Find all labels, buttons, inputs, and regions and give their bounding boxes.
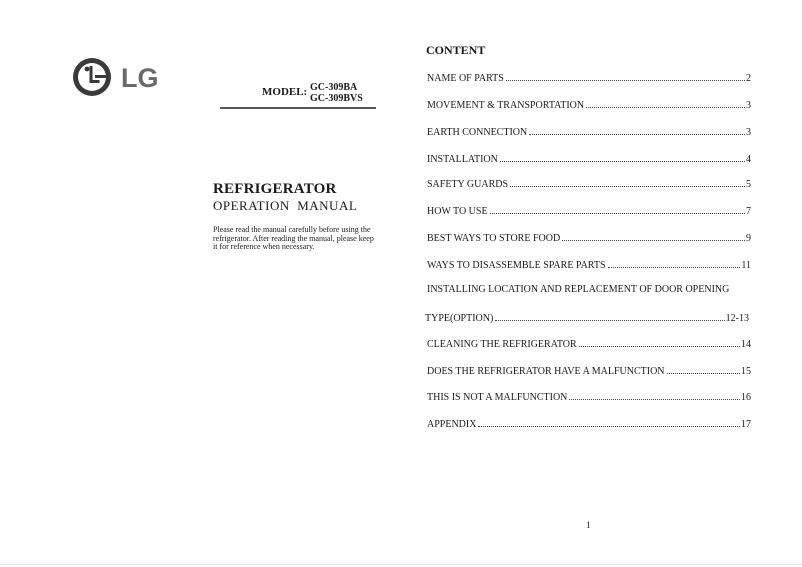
model-divider <box>220 107 376 109</box>
read-manual-note: Please read the manual carefully before using the refrigerator. After reading the manual, please keep it for reference when necessary. <box>213 225 374 252</box>
toc-item-page: 5 <box>746 179 751 190</box>
toc-item-label: APPENDIX <box>427 419 477 430</box>
toc-leader <box>478 425 740 427</box>
contents-heading: CONTENT <box>426 43 486 57</box>
toc-item[interactable] <box>427 363 751 377</box>
toc-item-label: DOES THE REFRIGERATOR HAVE A MALFUNCTION <box>427 366 665 377</box>
toc-leader <box>495 319 724 321</box>
toc-item-page: 4 <box>746 154 751 165</box>
toc-item[interactable] <box>427 257 751 271</box>
toc-item[interactable] <box>427 416 751 430</box>
toc-item-label: HOW TO USE <box>427 206 488 217</box>
toc-leader <box>569 398 740 400</box>
toc-leader <box>586 106 745 108</box>
manual-subtitle: OPERATION MANUAL <box>213 198 358 213</box>
toc-item-page: 16 <box>741 392 751 403</box>
toc-item-page: 7 <box>746 206 751 217</box>
toc-item-label: EARTH CONNECTION <box>427 127 528 138</box>
toc-leader <box>529 133 745 135</box>
page-number: 1 <box>586 520 591 530</box>
toc-leader <box>500 160 745 162</box>
toc-leader <box>667 372 740 374</box>
toc-item[interactable] <box>425 310 749 324</box>
toc-item-label: WAYS TO DISASSEMBLE SPARE PARTS <box>427 260 606 271</box>
toc-leader <box>506 79 745 81</box>
toc-item-page: 11 <box>741 260 751 271</box>
toc-leader <box>608 266 741 268</box>
toc-item-page: 2 <box>746 73 751 84</box>
toc-item-label: MOVEMENT & TRANSPORTATION <box>427 100 585 111</box>
model-numbers <box>310 82 363 104</box>
toc-item-label: CLEANING THE REFRIGERATOR <box>427 339 577 350</box>
model-number-2: GC-309BVS <box>310 93 363 104</box>
toc-item[interactable] <box>427 336 751 350</box>
model-label: MODEL: <box>262 86 308 98</box>
lg-logo <box>70 55 170 101</box>
toc-item-label: BEST WAYS TO STORE FOOD <box>427 233 561 244</box>
toc-leader <box>490 212 745 214</box>
model-number-1: GC-309BA <box>310 82 358 93</box>
toc-item[interactable] <box>427 176 751 190</box>
toc-leader <box>562 239 745 241</box>
toc-item[interactable] <box>427 70 751 84</box>
toc-item-label: SAFETY GUARDS <box>427 179 509 190</box>
toc-item-page: 14 <box>741 339 751 350</box>
toc-item-page: 3 <box>746 127 751 138</box>
toc-leader <box>579 345 740 347</box>
toc-item-label: NAME OF PARTS <box>427 73 504 84</box>
toc-item-label: INSTALLING LOCATION AND REPLACEMENT OF DOOR OPENING <box>427 284 730 295</box>
toc-item-label: TYPE(OPTION) <box>425 313 494 324</box>
toc-item[interactable] <box>427 97 751 111</box>
toc-item[interactable] <box>427 151 751 165</box>
product-title: REFRIGERATOR <box>213 181 337 197</box>
toc-item-page: 15 <box>741 366 751 377</box>
toc-item-label: THIS IS NOT A MALFUNCTION <box>427 392 568 403</box>
toc-item[interactable] <box>427 284 751 298</box>
toc-item[interactable] <box>427 389 751 403</box>
toc-item-page: 9 <box>746 233 751 244</box>
toc-item[interactable] <box>427 230 751 244</box>
toc-item-page: 17 <box>741 419 751 430</box>
toc-item-label: INSTALLATION <box>427 154 498 165</box>
toc-item[interactable] <box>427 203 751 217</box>
toc-item-page: 12-13 <box>725 313 749 324</box>
toc-leader <box>510 185 745 187</box>
page-bottom-edge <box>0 564 802 565</box>
logo-wordmark: LG <box>121 63 159 93</box>
toc-item[interactable] <box>427 124 751 138</box>
toc-item-page: 3 <box>746 100 751 111</box>
